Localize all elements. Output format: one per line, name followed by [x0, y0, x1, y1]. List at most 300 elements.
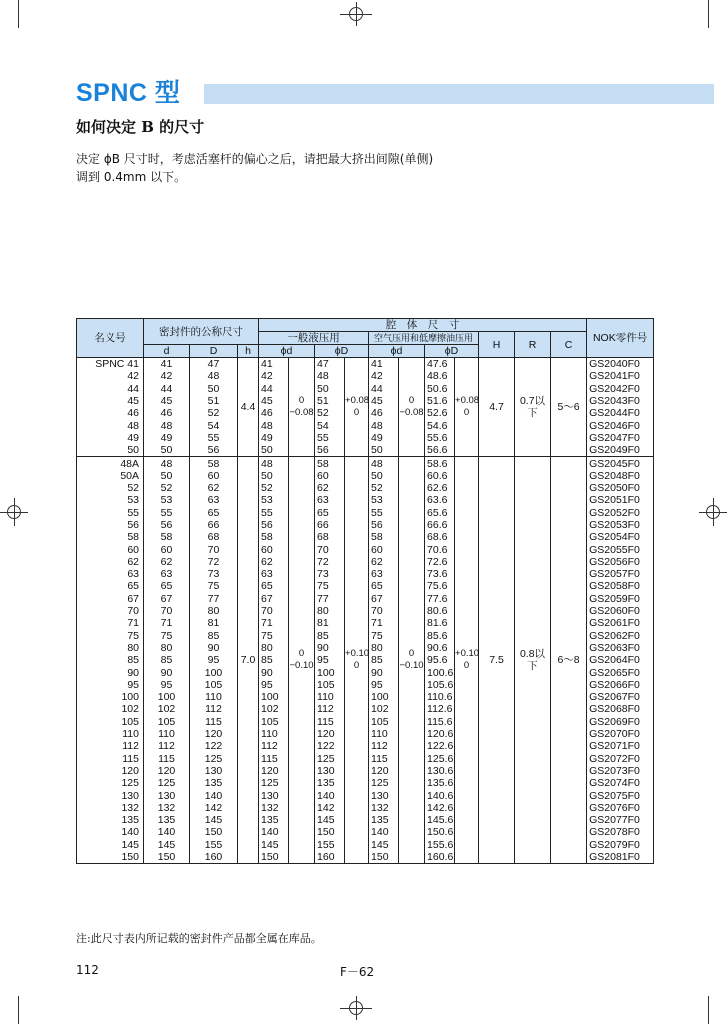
cell-general-phi-d: 102 [259, 703, 289, 715]
cell-pneumatic-phi-D: 80.6 [425, 605, 455, 617]
cell-D: 155 [190, 839, 238, 851]
cell-R: 0.7以下 [515, 358, 551, 457]
cell-name: 50A [77, 470, 144, 482]
cell-pneumatic-phi-D: 63.6 [425, 494, 455, 506]
cell-D: 145 [190, 814, 238, 826]
cell-name: 140 [77, 826, 144, 838]
registration-circle [706, 505, 720, 519]
cell-pneumatic-phi-D: 90.6 [425, 642, 455, 654]
cell-name: 75 [77, 630, 144, 642]
cell-general-phi-d: 112 [259, 740, 289, 752]
cell-general-phi-D: 122 [315, 740, 345, 752]
cell-d: 44 [144, 383, 190, 395]
header-pneumatic: 空气压用和低摩擦油压用 [369, 332, 479, 345]
section-heading: 如何决定 B 的尺寸 [76, 118, 205, 136]
cell-pneumatic-phi-D: 81.6 [425, 617, 455, 629]
cell-D: 48 [190, 370, 238, 382]
header-R: R [515, 332, 551, 358]
cell-general-d-tolerance: 0 −0.10 [289, 457, 315, 864]
registration-circle [349, 1001, 363, 1015]
cell-d: 49 [144, 432, 190, 444]
cell-general-phi-d: 85 [259, 654, 289, 666]
cell-R: 0.8以下 [515, 457, 551, 864]
cell-general-phi-d: 62 [259, 556, 289, 568]
cell-general-phi-D: 72 [315, 556, 345, 568]
cell-name: 90 [77, 666, 144, 678]
cell-pneumatic-phi-D: 66.6 [425, 519, 455, 531]
cell-nok-part-number: GS2081F0 [587, 851, 654, 864]
cell-nok-part-number: GS2059F0 [587, 593, 654, 605]
cell-general-phi-D: 112 [315, 703, 345, 715]
cell-pneumatic-phi-D: 56.6 [425, 444, 455, 457]
cell-general-phi-d: 80 [259, 642, 289, 654]
cell-general-D-tolerance: +0.08 0 [345, 358, 369, 457]
cell-general-phi-d: 55 [259, 507, 289, 519]
page-number: 112 [76, 963, 99, 977]
header-phi-D: ϕD [315, 345, 369, 358]
cell-d: 63 [144, 568, 190, 580]
cell-general-phi-D: 62 [315, 482, 345, 494]
cell-general-phi-d: 50 [259, 444, 289, 457]
cell-nok-part-number: GS2068F0 [587, 703, 654, 715]
cell-nok-part-number: GS2044F0 [587, 407, 654, 419]
cell-pneumatic-phi-D: 135.6 [425, 777, 455, 789]
cell-D: 140 [190, 789, 238, 801]
cell-name: 120 [77, 765, 144, 777]
cell-d: 100 [144, 691, 190, 703]
cell-general-phi-d: 41 [259, 358, 289, 371]
cell-D: 77 [190, 593, 238, 605]
cell-nok-part-number: GS2063F0 [587, 642, 654, 654]
cell-name: 46 [77, 407, 144, 419]
cell-nok-part-number: GS2049F0 [587, 444, 654, 457]
cell-pneumatic-phi-d: 110 [369, 728, 399, 740]
cell-name: SPNC 41 [77, 358, 144, 371]
cell-d: 95 [144, 679, 190, 691]
cell-nok-part-number: GS2069F0 [587, 716, 654, 728]
cell-pneumatic-phi-d: 53 [369, 494, 399, 506]
cell-nok-part-number: GS2072F0 [587, 753, 654, 765]
cell-pneumatic-phi-d: 44 [369, 383, 399, 395]
cell-D: 125 [190, 753, 238, 765]
cell-pneumatic-phi-D: 122.6 [425, 740, 455, 752]
cell-general-phi-D: 58 [315, 457, 345, 470]
cell-D: 115 [190, 716, 238, 728]
cell-general-phi-D: 77 [315, 593, 345, 605]
cell-d: 110 [144, 728, 190, 740]
cell-pneumatic-phi-d: 125 [369, 777, 399, 789]
cell-nok-part-number: GS2058F0 [587, 580, 654, 592]
cell-pneumatic-phi-d: 100 [369, 691, 399, 703]
cell-pneumatic-phi-d: 140 [369, 826, 399, 838]
cell-general-phi-d: 48 [259, 419, 289, 431]
cell-d: 125 [144, 777, 190, 789]
cell-name: 102 [77, 703, 144, 715]
dimension-table [76, 318, 654, 864]
cell-general-phi-D: 73 [315, 568, 345, 580]
header-cavity: 腔 体 尺 寸 [259, 319, 587, 332]
cell-general-phi-d: 60 [259, 543, 289, 555]
cell-pneumatic-phi-D: 85.6 [425, 630, 455, 642]
cell-name: 62 [77, 556, 144, 568]
cell-pneumatic-phi-d: 62 [369, 556, 399, 568]
cell-pneumatic-phi-D: 130.6 [425, 765, 455, 777]
cell-d: 41 [144, 358, 190, 371]
cell-D: 122 [190, 740, 238, 752]
cell-D: 63 [190, 494, 238, 506]
cell-pneumatic-phi-D: 110.6 [425, 691, 455, 703]
cell-name: 115 [77, 753, 144, 765]
header-seal-nominal: 密封件的公称尺寸 [144, 319, 259, 345]
cell-pneumatic-phi-D: 65.6 [425, 507, 455, 519]
cell-D: 66 [190, 519, 238, 531]
cell-D: 72 [190, 556, 238, 568]
cell-d: 50 [144, 470, 190, 482]
cell-general-phi-D: 145 [315, 814, 345, 826]
cell-nok-part-number: GS2077F0 [587, 814, 654, 826]
cell-D: 120 [190, 728, 238, 740]
table-row [77, 457, 654, 470]
cell-name: 48A [77, 457, 144, 470]
cell-pneumatic-phi-d: 71 [369, 617, 399, 629]
cell-name: 56 [77, 519, 144, 531]
cell-general-phi-D: 115 [315, 716, 345, 728]
cell-general-phi-D: 135 [315, 777, 345, 789]
cell-general-phi-d: 75 [259, 630, 289, 642]
cell-pneumatic-phi-d: 80 [369, 642, 399, 654]
cell-general-phi-d: 63 [259, 568, 289, 580]
cell-general-phi-D: 105 [315, 679, 345, 691]
cell-pneumatic-phi-d: 56 [369, 519, 399, 531]
cell-pneumatic-phi-d: 46 [369, 407, 399, 419]
cell-general-phi-d: 49 [259, 432, 289, 444]
cell-pneumatic-phi-d: 135 [369, 814, 399, 826]
cell-nok-part-number: GS2061F0 [587, 617, 654, 629]
cell-nok-part-number: GS2046F0 [587, 419, 654, 431]
cell-d: 62 [144, 556, 190, 568]
cell-pneumatic-phi-D: 60.6 [425, 470, 455, 482]
cell-general-phi-d: 58 [259, 531, 289, 543]
cell-name: 85 [77, 654, 144, 666]
cell-h: 7.0 [238, 457, 259, 864]
cell-nok-part-number: GS2047F0 [587, 432, 654, 444]
cell-nok-part-number: GS2042F0 [587, 383, 654, 395]
cell-general-phi-D: 60 [315, 470, 345, 482]
cell-nok-part-number: GS2057F0 [587, 568, 654, 580]
cell-D: 62 [190, 482, 238, 494]
cell-nok-part-number: GS2071F0 [587, 740, 654, 752]
cell-pneumatic-phi-d: 49 [369, 432, 399, 444]
cell-H: 7.5 [479, 457, 515, 864]
cell-general-phi-D: 150 [315, 826, 345, 838]
cell-nok-part-number: GS2055F0 [587, 543, 654, 555]
cell-general-phi-D: 65 [315, 507, 345, 519]
cell-D: 51 [190, 395, 238, 407]
cell-general-phi-d: 145 [259, 839, 289, 851]
cell-D: 95 [190, 654, 238, 666]
cell-general-phi-D: 70 [315, 543, 345, 555]
cell-nok-part-number: GS2079F0 [587, 839, 654, 851]
cell-name: 132 [77, 802, 144, 814]
header-nok: NOK零件号 [587, 319, 654, 358]
cell-general-D-tolerance: +0.10 0 [345, 457, 369, 864]
cell-nok-part-number: GS2070F0 [587, 728, 654, 740]
cell-D: 52 [190, 407, 238, 419]
cell-pneumatic-phi-d: 65 [369, 580, 399, 592]
cell-d: 102 [144, 703, 190, 715]
cell-nok-part-number: GS2078F0 [587, 826, 654, 838]
cell-pneumatic-phi-D: 48.6 [425, 370, 455, 382]
cell-name: 130 [77, 789, 144, 801]
cell-name: 67 [77, 593, 144, 605]
cell-pneumatic-d-tolerance: 0 −0.08 [399, 358, 425, 457]
cell-d: 80 [144, 642, 190, 654]
cell-name: 60 [77, 543, 144, 555]
cell-d: 90 [144, 666, 190, 678]
cell-general-phi-d: 95 [259, 679, 289, 691]
cell-pneumatic-phi-d: 70 [369, 605, 399, 617]
cell-nok-part-number: GS2062F0 [587, 630, 654, 642]
cell-pneumatic-phi-D: 160.6 [425, 851, 455, 864]
cell-H: 4.7 [479, 358, 515, 457]
cell-pneumatic-phi-D: 55.6 [425, 432, 455, 444]
cell-general-phi-D: 80 [315, 605, 345, 617]
cell-pneumatic-phi-D: 95.6 [425, 654, 455, 666]
cell-pneumatic-phi-d: 63 [369, 568, 399, 580]
cell-name: 71 [77, 617, 144, 629]
page-reference: F－62 [340, 965, 375, 979]
cell-pneumatic-phi-d: 120 [369, 765, 399, 777]
cell-pneumatic-phi-d: 85 [369, 654, 399, 666]
cell-name: 65 [77, 580, 144, 592]
cell-pneumatic-phi-d: 48 [369, 419, 399, 431]
cell-pneumatic-phi-D: 73.6 [425, 568, 455, 580]
cell-general-phi-D: 47 [315, 358, 345, 371]
cell-general-phi-D: 48 [315, 370, 345, 382]
cell-general-phi-D: 63 [315, 494, 345, 506]
cell-general-phi-D: 81 [315, 617, 345, 629]
cell-general-phi-D: 85 [315, 630, 345, 642]
cell-general-phi-d: 120 [259, 765, 289, 777]
cell-name: 50 [77, 444, 144, 457]
cell-name: 63 [77, 568, 144, 580]
cell-pneumatic-phi-d: 67 [369, 593, 399, 605]
cell-nok-part-number: GS2043F0 [587, 395, 654, 407]
cell-D: 142 [190, 802, 238, 814]
cell-pneumatic-phi-D: 105.6 [425, 679, 455, 691]
cell-general-phi-d: 71 [259, 617, 289, 629]
cell-d: 52 [144, 482, 190, 494]
title-bar [204, 84, 714, 104]
cell-nok-part-number: GS2053F0 [587, 519, 654, 531]
cell-nok-part-number: GS2045F0 [587, 457, 654, 470]
cell-pneumatic-phi-D: 115.6 [425, 716, 455, 728]
crop-mark [708, 0, 709, 28]
cell-name: 49 [77, 432, 144, 444]
header-H: H [479, 332, 515, 358]
cell-general-phi-d: 150 [259, 851, 289, 864]
cell-pneumatic-D-tolerance: +0.10 0 [455, 457, 479, 864]
cell-nok-part-number: GS2065F0 [587, 666, 654, 678]
cell-pneumatic-phi-D: 72.6 [425, 556, 455, 568]
cell-nok-part-number: GS2051F0 [587, 494, 654, 506]
cell-nok-part-number: GS2064F0 [587, 654, 654, 666]
cell-D: 85 [190, 630, 238, 642]
cell-D: 70 [190, 543, 238, 555]
registration-circle [349, 7, 363, 21]
cell-pneumatic-phi-d: 75 [369, 630, 399, 642]
cell-pneumatic-phi-D: 77.6 [425, 593, 455, 605]
cell-nok-part-number: GS2056F0 [587, 556, 654, 568]
cell-general-phi-d: 125 [259, 777, 289, 789]
cell-general-phi-D: 125 [315, 753, 345, 765]
cell-general-phi-d: 52 [259, 482, 289, 494]
cell-nok-part-number: GS2052F0 [587, 507, 654, 519]
cell-general-phi-d: 132 [259, 802, 289, 814]
cell-D: 55 [190, 432, 238, 444]
cell-pneumatic-phi-d: 95 [369, 679, 399, 691]
cell-pneumatic-phi-D: 155.6 [425, 839, 455, 851]
cell-general-phi-d: 56 [259, 519, 289, 531]
cell-name: 145 [77, 839, 144, 851]
cell-d: 85 [144, 654, 190, 666]
cell-general-phi-d: 70 [259, 605, 289, 617]
registration-circle [7, 505, 21, 519]
cell-pneumatic-phi-d: 48 [369, 457, 399, 470]
cell-name: 100 [77, 691, 144, 703]
cell-name: 125 [77, 777, 144, 789]
cell-general-phi-D: 54 [315, 419, 345, 431]
cell-d: 45 [144, 395, 190, 407]
cell-pneumatic-phi-D: 54.6 [425, 419, 455, 431]
cell-nok-part-number: GS2050F0 [587, 482, 654, 494]
cell-pneumatic-phi-D: 70.6 [425, 543, 455, 555]
header-d: d [144, 345, 190, 358]
cell-pneumatic-phi-D: 68.6 [425, 531, 455, 543]
cell-name: 150 [77, 851, 144, 864]
cell-d: 132 [144, 802, 190, 814]
cell-h: 4.4 [238, 358, 259, 457]
cell-D: 54 [190, 419, 238, 431]
cell-name: 44 [77, 383, 144, 395]
cell-general-phi-d: 105 [259, 716, 289, 728]
cell-nok-part-number: GS2040F0 [587, 358, 654, 371]
cell-pneumatic-phi-D: 145.6 [425, 814, 455, 826]
cell-pneumatic-d-tolerance: 0 −0.10 [399, 457, 425, 864]
cell-d: 105 [144, 716, 190, 728]
cell-nok-part-number: GS2041F0 [587, 370, 654, 382]
cell-nok-part-number: GS2073F0 [587, 765, 654, 777]
cell-pneumatic-phi-d: 90 [369, 666, 399, 678]
description-text: 决定 ϕB 尺寸时，考虑活塞杆的偏心之后，请把最大挤出间隙(单侧)调到 0.4mm 以下。 [76, 152, 434, 184]
cell-d: 75 [144, 630, 190, 642]
cell-pneumatic-phi-D: 58.6 [425, 457, 455, 470]
crop-mark [708, 996, 709, 1024]
cell-pneumatic-phi-d: 60 [369, 543, 399, 555]
cell-d: 60 [144, 543, 190, 555]
cell-general-phi-d: 46 [259, 407, 289, 419]
cell-general-phi-d: 90 [259, 666, 289, 678]
cell-general-phi-D: 66 [315, 519, 345, 531]
cell-nok-part-number: GS2076F0 [587, 802, 654, 814]
cell-D: 150 [190, 826, 238, 838]
cell-d: 71 [144, 617, 190, 629]
cell-general-phi-D: 75 [315, 580, 345, 592]
cell-d: 48 [144, 457, 190, 470]
cell-pneumatic-phi-D: 50.6 [425, 383, 455, 395]
cell-general-phi-d: 67 [259, 593, 289, 605]
cell-general-phi-d: 53 [259, 494, 289, 506]
footnote: 注:此尺寸表内所记载的密封件产品都全属在库品。 [76, 932, 322, 945]
cell-name: 48 [77, 419, 144, 431]
cell-d: 50 [144, 444, 190, 457]
cell-pneumatic-phi-d: 105 [369, 716, 399, 728]
cell-d: 130 [144, 789, 190, 801]
cell-name: 70 [77, 605, 144, 617]
cell-D: 135 [190, 777, 238, 789]
cell-D: 47 [190, 358, 238, 371]
cell-D: 65 [190, 507, 238, 519]
cell-pneumatic-phi-d: 145 [369, 839, 399, 851]
cell-D: 105 [190, 679, 238, 691]
cell-D: 60 [190, 470, 238, 482]
cell-general-phi-D: 155 [315, 839, 345, 851]
cell-pneumatic-phi-d: 132 [369, 802, 399, 814]
header-general-hydraulic: 一般液压用 [259, 332, 369, 345]
cell-general-phi-d: 140 [259, 826, 289, 838]
cell-pneumatic-phi-D: 75.6 [425, 580, 455, 592]
cell-pneumatic-phi-D: 52.6 [425, 407, 455, 419]
cell-d: 55 [144, 507, 190, 519]
cell-d: 56 [144, 519, 190, 531]
cell-general-phi-D: 51 [315, 395, 345, 407]
cell-general-phi-d: 115 [259, 753, 289, 765]
cell-general-phi-d: 45 [259, 395, 289, 407]
cell-C: 6～8 [551, 457, 587, 864]
cell-D: 75 [190, 580, 238, 592]
cell-general-phi-d: 42 [259, 370, 289, 382]
cell-pneumatic-phi-D: 142.6 [425, 802, 455, 814]
cell-general-phi-D: 100 [315, 666, 345, 678]
cell-name: 52 [77, 482, 144, 494]
cell-D: 110 [190, 691, 238, 703]
cell-pneumatic-phi-D: 120.6 [425, 728, 455, 740]
cell-nok-part-number: GS2066F0 [587, 679, 654, 691]
cell-name: 80 [77, 642, 144, 654]
cell-nok-part-number: GS2075F0 [587, 789, 654, 801]
cell-name: 105 [77, 716, 144, 728]
cell-D: 160 [190, 851, 238, 864]
cell-D: 56 [190, 444, 238, 457]
cell-d: 115 [144, 753, 190, 765]
cell-general-phi-D: 55 [315, 432, 345, 444]
header-D: D [190, 345, 238, 358]
cell-pneumatic-phi-D: 47.6 [425, 358, 455, 371]
cell-pneumatic-phi-D: 100.6 [425, 666, 455, 678]
cell-general-phi-D: 130 [315, 765, 345, 777]
cell-pneumatic-phi-d: 150 [369, 851, 399, 864]
header-phi-d: ϕd [259, 345, 315, 358]
cell-D: 58 [190, 457, 238, 470]
cell-pneumatic-phi-D: 112.6 [425, 703, 455, 715]
cell-pneumatic-phi-d: 45 [369, 395, 399, 407]
cell-d: 58 [144, 531, 190, 543]
page-title: SPNC 型 [76, 79, 181, 107]
cell-D: 130 [190, 765, 238, 777]
cell-pneumatic-phi-d: 50 [369, 444, 399, 457]
cell-D: 100 [190, 666, 238, 678]
cell-general-phi-d: 65 [259, 580, 289, 592]
